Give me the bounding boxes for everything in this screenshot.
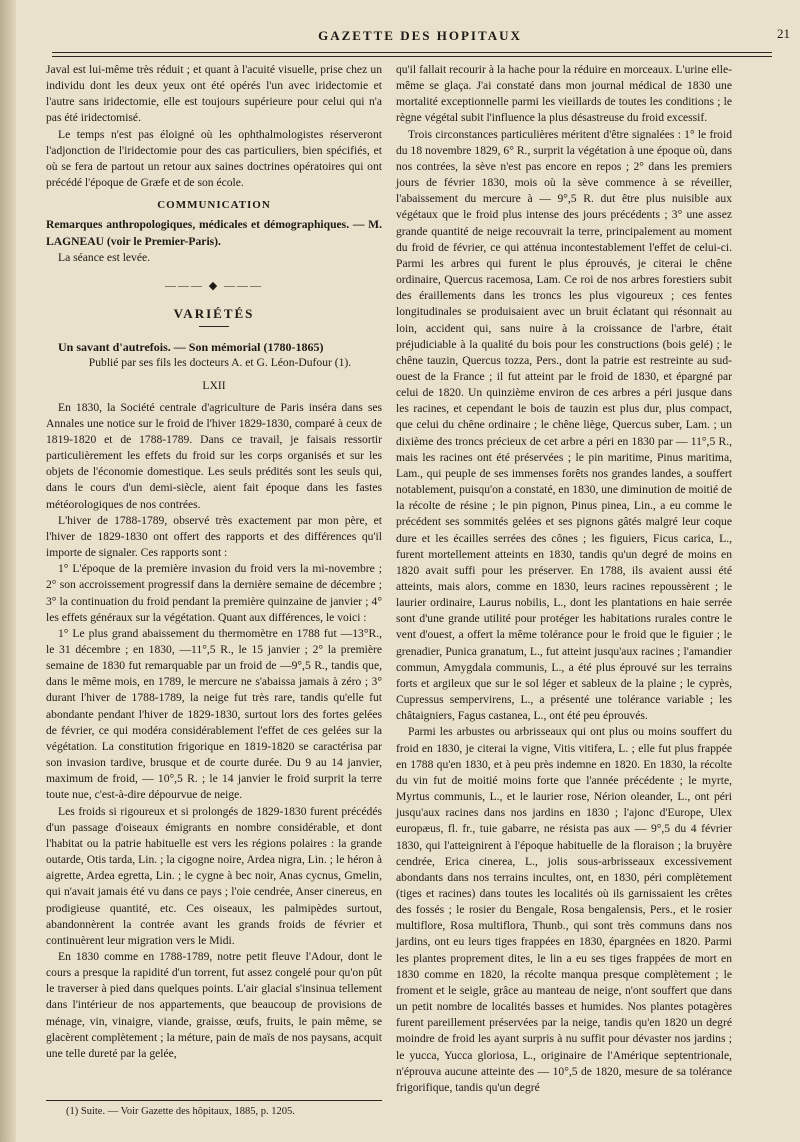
paragraph: Trois circonstances particulières méritent d'être signalées : 1° le froid du 18 novembre 1829, 6° R., surprit la végétation à une époque où, dans nos contrées, la sève n'est pas encore en repos ; 2° dans les premiers jours de février 1830, mois où la sève commence à se réveiller, l'abaissement du mercure à — 9°,5 R. dut être plus nuisible aux végétaux que le froid plus intense des jours précédents ; 3° une assez grande quantité de neige recouvrait la terre, principalement au moment du froid de février, ce qui atténua incontestablement l'effet de celui-ci. Parmi les arbres qui furent le plus éprouvés, je citerai le chêne ordinaire, Quercus racemosa, Lam. Ce roi de nos arbres forestiers subit des éraillements dans les troncs les plus vigoureux ; ces fentes longitudinales se produisaient avec un bruit éclatant qui résonnait au loin, accident qui, sans nuire à la croissance de l'arbre, était préjudiciable à la qualité du bois pour les constructions (bois gelé) ; le chêne tauzin, Quercus tozza, Pers., dont la patrie est restreinte au sud-ouest de la France ; il fut atteint par le froid de 1830, et épargné par celui de 1820. Un quinzième environ de ces arbres a péri jusque dans les racines, et cependant le bois de tauzin est plus dur, plus compact, que celui du chêne ordinaire ; le chêne liège, Quercus suber, Lam. ; un dixième des troncs précieux de cet arbre a péri en 1830 par — 11°,5 R., mais les racines ont été préservées ; le pin maritime, Pinus maritima, Lam., qui peuple de ses immenses forêts nos grandes landes, a souffert notablement, puisqu'on a constaté, en 1830, une diminution de moitié de la récolte de résine ; le pin pignon, Pinus pinea, Lin., a eu comme le précédent ses sommités gelées et ses pignons gâtés malgré leur coque dure et les écailles serrées des cônes ; les figuiers, Ficus carica, L., furent mortellement atteints en 1830, tandis qu'un degré de moins en 1820 avait suffi pour les préserver. En 1788, ils avaient aussi été atteints, mais alors, comme en 1830, leurs racines repoussèrent ; le laurier ordinaire, Laurus nobilis, L., dont les plantations en haie serrée sont d'une grande utilité pour protéger les habitations rurales contre le vent d'ouest, a offert la même tolérance pour le froid que le figuier ; le grenadier, Punica granatum, L., fut atteint jusqu'aux racines ; l'amandier commun, Amygdala communis, L., a été plus éprouvé sur les terrains forts et argileux que sur le sol léger et sableux de la plaine ; le cyprès, Cupressus sempervirens, L., a présenté une tolérance variable ; les châtaigniers, Fagus castanea, L., ont été peu éprouvés.: [396, 127, 732, 723]
article-title: Un savant d'autrefois. — Son mémorial (1780-1865): [58, 340, 324, 355]
chapter-number: LXII: [202, 378, 226, 392]
session-closed: La séance est levée.: [58, 250, 151, 264]
paragraph: En 1830 comme en 1788-1789, notre petit fleuve l'Adour, dont le cours a presque la rapidité d'un torrent, fut assez congelé pour qu'on pût le traverser à pied dans quelques points. L'air glacial s'insinua tellement dans l'intérieur de nos appartements, que beaucoup de provisions de ménage, vin, vinaigre, viande, graisse, œufs, fruits, le pain même, se glacèrent complètement ; la méture, pain de maïs de nos paysans, acquit une telle dureté par la gelée,: [46, 949, 382, 1060]
paragraph: Le temps n'est pas éloigné où les ophthalmologistes réserveront l'adjonction de l'iridectomie pour des cas particuliers, bien spécifiés, et où se fera de partout un retour aux saines doctrines opératoires qui ont précédé l'époque de Græfe et de son école.: [46, 127, 382, 190]
article-byline: Publié par ses fils les docteurs A. et G. Léon-Dufour (1).: [88, 356, 352, 370]
communication-item: Remarques anthropologiques, médicales et démographiques. — M. LAGNEAU (voir le Premier-Paris).: [46, 218, 382, 248]
paragraph: Parmi les arbustes ou arbrisseaux qui ont plus ou moins souffert du froid en 1830, je citerai la vigne, Vitis vitifera, L. ; elle fut plus frappée en 1788 qu'en 1830, et à peu près indemne en 1820. En 1830, la récolte du vin fut de moitié moins forte que l'année précédente ; le myrte, Myrtus communis, L., et le laurier rose, Nérion oleander, L., ont péri jusqu'aux racines dans nos jardins en 1830 ; l'ajonc d'Europe, Ulex europæus, fl. fr., tuie gabarre, ne résista pas aux — 9°,5 du 4 février 1830, qui l'atteignirent à l'époque habituelle de la floraison ; la bruyère cendrée, Erica cinerea, L., jolis sous-arbrisseaux excessivement abondants dans nos terrains incultes, ont, en 1830, péri complètement (tiges et racines) dans toutes les localités où ils garnissaient les crêtes des fossés ; le rosier du Bengale, Rosa bengalensis, Pers., et le rosier multiflore, Rosa multiflora, Thunb., qui sont très communs dans nos jardins, ont eu leurs tiges frappées en 1830, épargnées en 1820. Parmi les plantes proprement dites, le lin a eu ses tiges frappées de mort en 1830 comme en 1820, la récolte manqua presque complètement ; le froment et le seigle, grâce au manteau de neige, n'ont souffert que dans un petit nombre de localités basses et humides. Nos plantes potagères furent pareillement préservées par la neige, tandis qu'en 1820 un degré moindre de froid les ayant surpris à nu suffit pour dévaster nos jardins ; le yucca, Yucca gloriosa, L., originaire de l'Amérique septentrionale, n'éprouva aucune atteinte des — 10°,5 de 1820, mesure de sa tolérance frigorifique, tandis qu'un degré: [396, 725, 732, 1094]
paragraph: Les froids si rigoureux et si prolongés de 1829-1830 furent précédés d'un passage d'oiseaux émigrants en nombre considérable, et dont l'habitat ou la patrie habituelle est vers les régions polaires : la grande outarde, Otis tarda, Lin. ; la cigogne noire, Ardea nigra, Lin. ; le héron à aigrette, Ardea egretta, Lin. ; le cygne à bec noir, Anas cycnus, Gmelin, qui n'avait jamais été vu dans ce pays ; l'oie cendrée, Anser cinereus, en prodigieuse quantité, etc. Ces oiseaux, les palmipèdes surtout, abandonnèrent la contrée avant les grands froids de février et continuèrent leur migration vers le Midi.: [46, 804, 382, 947]
book-spine-shadow: [0, 0, 16, 1142]
left-column: [46, 62, 382, 1062]
page-number: 21: [777, 26, 790, 41]
right-column: [396, 62, 732, 1096]
paragraph: 1° L'époque de la première invasion du froid vers la mi-novembre ; 2° son accroissement progressif dans la dernière semaine de décembre ; 3° la continuation du froid pendant la première quinzaine de janvier ; 4° les effets généraux sur la végétation. Quant aux différences, le voici :: [46, 562, 382, 624]
paragraph: Javal est lui-même très réduit ; et quant à l'acuité visuelle, prise chez un individu dont les deux yeux ont été opérés l'un avec iridectomie et l'autre sans iridectomie, elle est toujours supérieure pour celui qui n'a pas été iridectomisé.: [46, 63, 382, 125]
section-heading-communication: COMMUNICATION: [157, 199, 271, 212]
ornament-divider: ——— ◆ ———: [165, 279, 263, 292]
paragraph: qu'il fallait recourir à la hache pour la réduire en morceaux. L'urine elle-même se glaça. J'ai constaté dans mon journal médical de 1830 une mortalité exceptionnelle parmi les vieillards de toutes les conditions ; le règne végétal subit l'influence la plus désastreuse du froid excessif.: [396, 63, 732, 125]
page-header: [40, 26, 790, 52]
footnote: (1) Suite. — Voir Gazette des hôpitaux, 1885, p. 1205.: [66, 1106, 295, 1117]
paragraph: En 1830, la Société centrale d'agriculture de Paris inséra dans ses Annales une notice sur le froid de l'hiver 1829-1830, comparé à ceux de 1819-1820 et de 1788-1789. Dans ce travail, je faisais ressortir particulièrement les effets du froid sur les corps organisés et sur les objets de l'économie domestique. Les seuls prédités sont les seuls qui, dans le cours d'un demi-siècle, aient fait époque dans les fastes météorologiques de nos contrées.: [46, 400, 382, 511]
footnote-rule: [46, 1100, 382, 1101]
paragraph: L'hiver de 1788-1789, observé très exactement par mon père, et l'hiver de 1829-1830 ont offert des rapports et des différences qu'il importe de signaler. Ces rapports sont :: [46, 513, 382, 560]
header-rule: [52, 52, 772, 57]
short-rule: [199, 326, 229, 327]
running-title: GAZETTE DES HOPITAUX: [318, 28, 522, 43]
section-heading-varietes: VARIÉTÉS: [173, 306, 255, 322]
paragraph: 1° Le plus grand abaissement du thermomètre en 1788 fut —13°R., le 31 décembre ; en 1830, —11°,5 R., le 15 janvier ; 2° la première semaine de 1830 fut remarquable par un froid de —9°,5 R., tandis que, dans le même mois, en 1789, le mercure ne s'abaissa jamais à zéro ; 3° durant l'hiver de 1788-1789, la neige fut très rare, tandis qu'elle fut abondante pendant l'hiver de 1829-1830, surtout lors des fortes gelées de février, ce qui modéra considérablement l'effet de ces gelées sur la végétation. La constitution frigorique en 1819-1820 se caractérisa par son invasion tardive, brusque et de courte durée. Du 9 au 14 janvier, maximum de froid, — 10°,5 R. ; le 14 janvier le froid surprit la terre toute nue, c'est-à-dire dépourvue de neige.: [46, 626, 382, 802]
